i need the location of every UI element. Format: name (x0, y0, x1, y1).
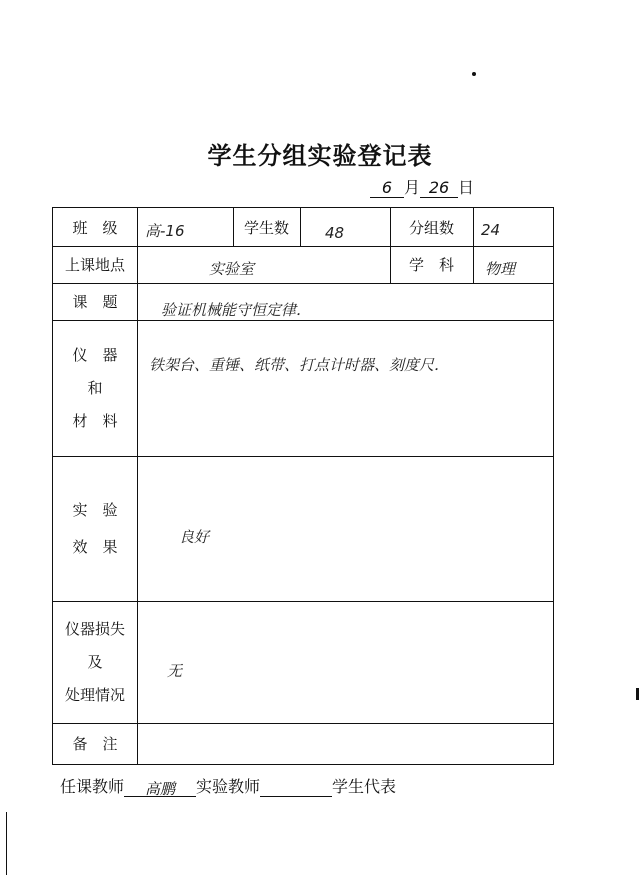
class-label: 班 级 (72, 218, 118, 237)
form-title: 学生分组实验登记表 (207, 141, 433, 170)
month-label: 月 (404, 178, 421, 197)
teacher-signature: 高鹏 (124, 778, 196, 797)
groups-value: 24 (481, 221, 501, 239)
class-value: 高-16 (145, 222, 185, 240)
damage-label: 仪器损失 及 处理情况 (64, 619, 125, 704)
result-label: 实 验 效 果 (72, 500, 118, 556)
topic-label: 课 题 (72, 293, 118, 311)
groups-label: 分组数 (408, 218, 454, 237)
result-value: 良好 (179, 528, 210, 546)
registration-table (52, 207, 554, 765)
day-value: 26 (420, 178, 458, 198)
scan-edge-mark-right (636, 688, 639, 700)
subject-value: 物理 (485, 260, 516, 278)
scan-dot (472, 72, 476, 76)
location-label: 上课地点 (64, 256, 125, 274)
damage-value: 无 (167, 662, 183, 680)
signature-line (60, 774, 396, 797)
lab-teacher-blank (260, 778, 332, 797)
date-line (370, 175, 474, 198)
topic-value: 验证机械能守恒定律． (161, 301, 312, 319)
equipment-value: 铁架台、重锤、纸带、打点计时器、刻度尺． (149, 356, 450, 374)
scan-edge-mark (6, 812, 7, 875)
students-label: 学生数 (243, 218, 289, 237)
notes-label: 备 注 (72, 735, 118, 753)
teacher-label: 任课教师 (60, 777, 125, 796)
month-value: 6 (370, 178, 404, 198)
location-value: 实验室 (209, 260, 255, 278)
student-rep-label: 学生代表 (332, 777, 397, 796)
students-value: 48 (325, 224, 345, 242)
subject-label: 学 科 (408, 256, 454, 274)
equipment-label: 仪 器 和 材 料 (72, 345, 118, 430)
lab-teacher-label: 实验教师 (196, 777, 261, 796)
day-label: 日 (458, 178, 475, 197)
